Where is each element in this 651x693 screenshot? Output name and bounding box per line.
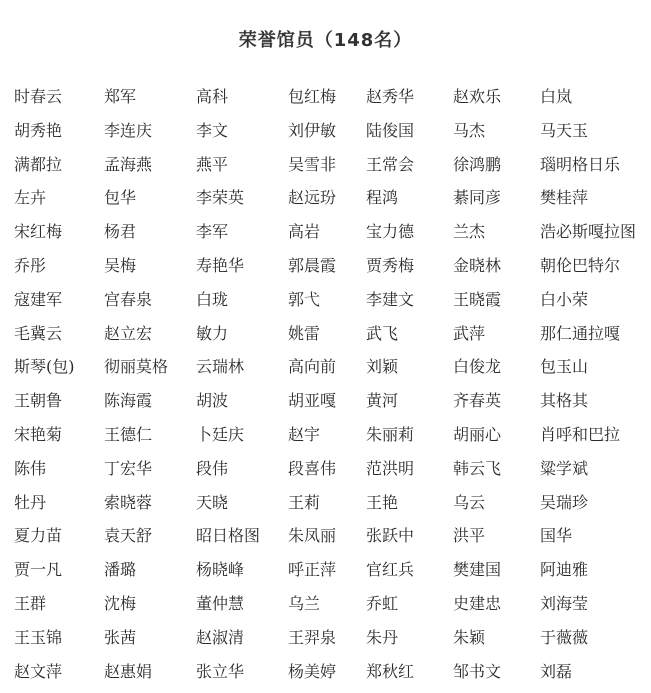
name-cell: 宋艳菊 — [14, 424, 63, 444]
name-cell: 黄河 — [366, 391, 399, 411]
name-cell: 朝伦巴特尔 — [540, 255, 621, 275]
name-cell: 左卉 — [14, 188, 47, 208]
name-cell: 李荣英 — [196, 188, 245, 208]
name-cell: 张跃中 — [366, 526, 415, 546]
name-cell: 李文 — [196, 120, 229, 140]
name-cell: 程鸿 — [366, 188, 399, 208]
name-cell: 武飞 — [366, 323, 399, 343]
name-cell: 官红兵 — [366, 560, 415, 580]
name-cell: 樊桂萍 — [540, 188, 589, 208]
name-cell: 刘颖 — [366, 357, 399, 377]
name-cell: 吴瑞珍 — [540, 492, 589, 512]
name-cell: 胡波 — [196, 391, 229, 411]
name-cell: 陆俊国 — [366, 120, 415, 140]
name-cell: 杨君 — [104, 222, 137, 242]
name-cell: 胡亚嘎 — [288, 391, 337, 411]
name-cell: 满都拉 — [14, 154, 63, 174]
name-cell: 朱凤丽 — [288, 526, 337, 546]
name-cell: 王德仁 — [104, 424, 153, 444]
name-cell: 樊建国 — [453, 560, 502, 580]
name-cell: 徐鸿鹏 — [453, 154, 502, 174]
name-cell: 呼正萍 — [288, 560, 337, 580]
name-cell: 丁宏华 — [104, 458, 153, 478]
name-cell: 王朝鲁 — [14, 391, 63, 411]
name-cell: 段喜伟 — [288, 458, 337, 478]
name-cell: 陈海霞 — [104, 391, 153, 411]
name-cell: 索晓蓉 — [104, 492, 153, 512]
name-cell: 乔彤 — [14, 255, 47, 275]
name-cell: 牡丹 — [14, 492, 47, 512]
name-cell: 燕平 — [196, 154, 229, 174]
name-cell: 史建忠 — [453, 593, 502, 613]
name-cell: 郭弋 — [288, 289, 321, 309]
name-cell: 肖呼和巴拉 — [540, 424, 621, 444]
name-cell: 齐春英 — [453, 391, 502, 411]
name-cell: 郑军 — [104, 87, 137, 106]
name-cell: 孟海燕 — [104, 154, 153, 174]
name-cell: 邹书文 — [453, 661, 502, 681]
name-cell: 白小荣 — [540, 289, 589, 309]
name-cell: 毛冀云 — [14, 323, 63, 343]
name-cell: 袁天舒 — [104, 526, 153, 546]
name-cell: 其格其 — [540, 391, 589, 411]
name-cell: 高岩 — [288, 222, 321, 242]
name-cell: 李建文 — [366, 289, 415, 309]
name-cell: 范洪明 — [366, 458, 415, 478]
name-cell: 张茜 — [104, 627, 137, 647]
name-cell: 白俊龙 — [453, 357, 502, 377]
name-cell: 敏力 — [196, 323, 229, 343]
name-grid — [14, 80, 650, 688]
name-cell: 国华 — [540, 526, 573, 546]
name-cell: 王群 — [14, 593, 47, 613]
name-cell: 夏力苗 — [14, 526, 63, 546]
name-cell: 刘磊 — [540, 661, 573, 681]
name-cell: 李连庆 — [104, 120, 153, 140]
name-cell: 王常会 — [366, 154, 415, 174]
name-cell: 王玉锦 — [14, 627, 63, 647]
page-title: 荣誉馆员（148名） — [238, 30, 413, 51]
name-cell: 赵淑清 — [196, 627, 245, 647]
name-cell: 吴雪非 — [288, 154, 337, 174]
name-cell: 彻丽莫格 — [104, 357, 169, 377]
name-cell: 粱学斌 — [540, 458, 589, 478]
name-cell: 董仲慧 — [196, 593, 245, 613]
name-cell: 吴梅 — [104, 255, 137, 275]
name-cell: 李军 — [196, 222, 229, 242]
name-cell: 朱颖 — [453, 627, 486, 647]
name-cell: 高科 — [196, 87, 229, 106]
name-cell: 包玉山 — [540, 357, 589, 377]
name-cell: 杨美婷 — [288, 661, 337, 681]
name-cell: 瑙明格日乐 — [540, 154, 621, 174]
name-cell: 赵秀华 — [366, 87, 415, 106]
name-cell: 马天玉 — [540, 120, 589, 140]
name-cell: 白珑 — [196, 289, 229, 309]
name-cell: 白岚 — [540, 87, 573, 106]
name-cell: 高向前 — [288, 357, 337, 377]
name-cell: 时春云 — [14, 87, 63, 106]
name-cell: 潘璐 — [104, 560, 137, 580]
name-cell: 郭晨霞 — [288, 255, 337, 275]
name-cell: 寿艳华 — [196, 255, 245, 275]
name-cell: 昭日格图 — [196, 526, 261, 546]
name-cell: 于薇薇 — [540, 627, 589, 647]
name-cell: 綦同彦 — [453, 188, 502, 208]
name-cell: 那仁通拉嘎 — [540, 323, 621, 343]
name-cell: 赵立宏 — [104, 323, 153, 343]
name-cell: 云瑞林 — [196, 357, 245, 377]
name-cell: 斯琴(包) — [14, 357, 75, 377]
name-cell: 胡秀艳 — [14, 120, 63, 140]
name-cell: 兰杰 — [453, 222, 486, 242]
name-cell: 刘伊敏 — [288, 120, 337, 140]
name-cell: 浩必斯嘎拉图 — [540, 222, 637, 242]
name-cell: 寇建军 — [14, 289, 63, 309]
name-cell: 包华 — [104, 188, 137, 208]
name-cell: 韩云飞 — [453, 458, 502, 478]
name-cell: 宝力德 — [366, 222, 415, 242]
name-cell: 阿迪雅 — [540, 560, 589, 580]
name-cell: 洪平 — [453, 526, 486, 546]
name-cell: 郑秋红 — [366, 661, 415, 681]
name-cell: 贾秀梅 — [366, 255, 415, 275]
name-cell: 宫春泉 — [104, 289, 153, 309]
name-cell: 姚雷 — [288, 323, 321, 343]
name-cell: 陈伟 — [14, 458, 47, 478]
name-cell: 赵欢乐 — [453, 87, 502, 106]
name-cell: 赵宇 — [288, 424, 321, 444]
name-cell: 朱丹 — [366, 627, 399, 647]
name-cell: 赵远玢 — [288, 188, 337, 208]
name-cell: 乔虹 — [366, 593, 399, 613]
name-cell: 武萍 — [453, 323, 486, 343]
name-cell: 段伟 — [196, 458, 229, 478]
name-cell: 王艳 — [366, 492, 399, 512]
name-cell: 马杰 — [453, 120, 486, 140]
name-cell: 赵惠娟 — [104, 661, 153, 681]
name-cell: 杨晓峰 — [196, 560, 245, 580]
name-cell: 朱丽莉 — [366, 424, 415, 444]
name-cell: 沈梅 — [104, 593, 137, 613]
name-cell: 胡丽心 — [453, 424, 502, 444]
name-cell: 卜廷庆 — [196, 424, 245, 444]
name-cell: 张立华 — [196, 661, 245, 681]
name-cell: 乌云 — [453, 492, 486, 512]
name-cell: 包红梅 — [288, 87, 337, 106]
name-cell: 王莉 — [288, 492, 321, 512]
name-cell: 王羿泉 — [288, 627, 337, 647]
name-cell: 乌兰 — [288, 593, 321, 613]
name-cell: 刘海莹 — [540, 593, 589, 613]
name-cell: 贾一凡 — [14, 560, 63, 580]
name-cell: 天晓 — [196, 492, 229, 512]
name-cell: 金晓林 — [453, 255, 502, 275]
name-cell: 宋红梅 — [14, 222, 63, 242]
name-cell: 赵文萍 — [14, 661, 63, 681]
name-cell: 王晓霞 — [453, 289, 502, 309]
